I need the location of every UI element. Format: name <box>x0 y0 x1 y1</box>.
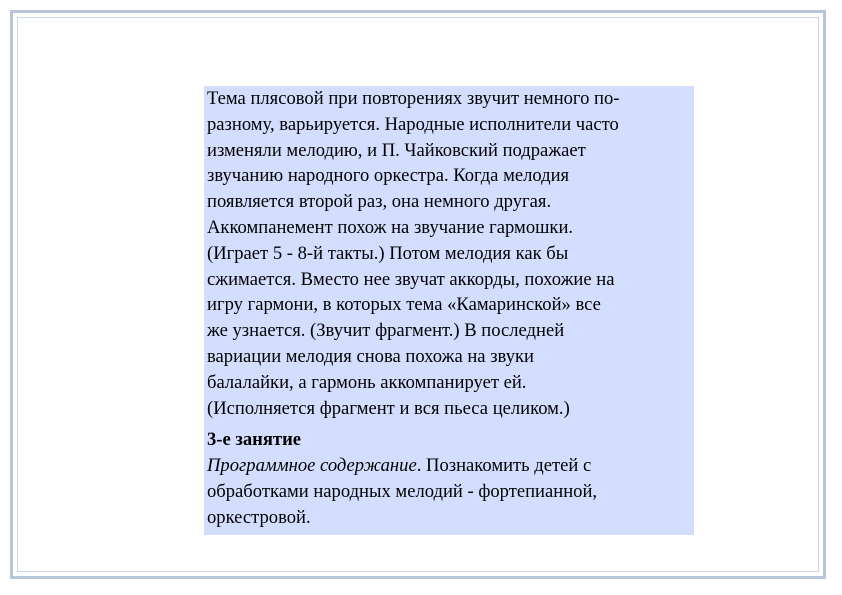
body-line: сжимается. Вместо нее звучат аккорды, похожие на <box>207 268 615 290</box>
body-line: изменяли мелодию, и П. Чайковский подражает <box>207 139 586 161</box>
body-line: (Исполняется фрагмент и вся пьеса целиком.) <box>207 397 570 419</box>
body-line: звучанию народного оркестра. Когда мелодия <box>207 165 570 187</box>
body-line: балалайки, а гармонь аккомпанирует ей. <box>207 371 527 393</box>
program-text: . Познакомить детей с <box>416 455 592 477</box>
program-line: оркестровой. <box>207 506 311 528</box>
body-line: же узнается. (Звучит фрагмент.) В последней <box>207 320 565 342</box>
program-first-line <box>207 453 691 479</box>
program-paragraph <box>207 453 691 530</box>
body-line: разному, варьируется. Народные исполнители часто <box>207 113 619 135</box>
text-block <box>204 86 694 535</box>
body-line: Аккомпанемент похож на звучание гармошки. <box>207 216 574 238</box>
program-label: Программное содержание <box>207 455 417 477</box>
body-line: вариации мелодия снова похожа на звуки <box>207 345 534 367</box>
body-line: Тема плясовой при повторениях звучит немного по- <box>207 88 620 109</box>
body-paragraph <box>207 86 691 421</box>
body-line: (Играет 5 - 8-й такты.) Потом мелодия как бы <box>207 242 569 264</box>
section-heading: 3-е занятие <box>207 429 302 451</box>
body-line: появляется второй раз, она немного другая. <box>207 191 552 213</box>
program-line: обработками народных мелодий - фортепианной, <box>207 480 598 502</box>
body-line: игру гармони, в которых тема «Камаринской» все <box>207 294 601 316</box>
